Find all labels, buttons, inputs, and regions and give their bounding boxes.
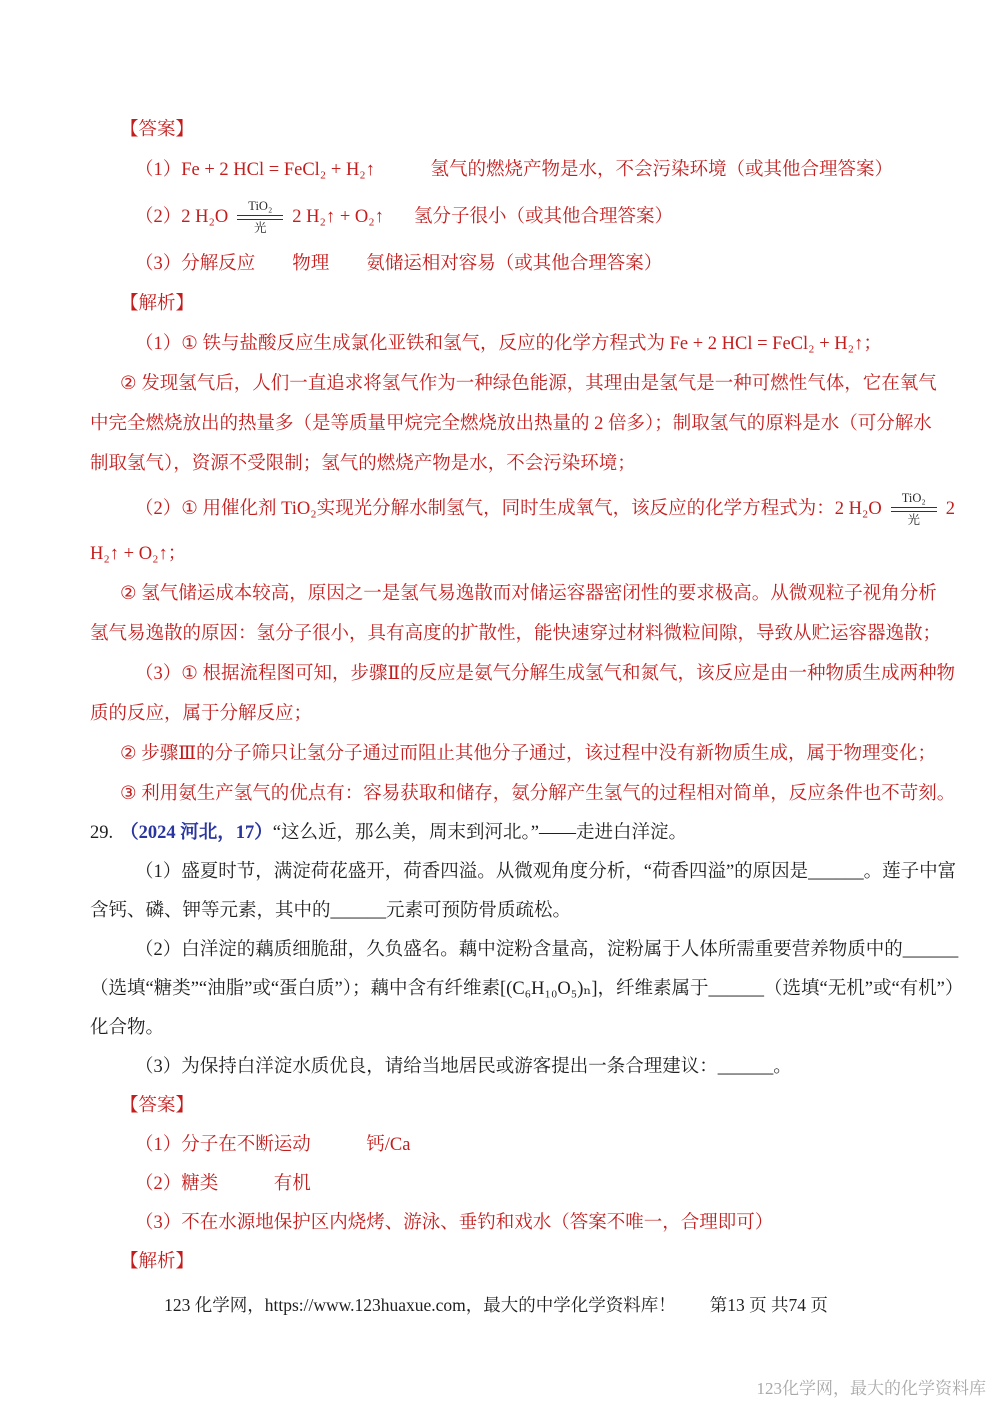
answer-28-item-2-equation-line	[135, 190, 914, 244]
analysis-28-line-3: 中完全燃烧放出的热量多（是等质量甲烷完全燃烧放出热量的 2 倍多）；制取氢气的原料是水（可分解水	[90, 414, 932, 434]
watermark-text: 123化学网，最大的化学资料库	[756, 1379, 986, 1398]
analysis-28-line-7: 氢气易逸散的原因：氢分子很小，具有高度的扩散性，能快速穿过材料微粒间隙，导致从贮运容器逸散；	[90, 624, 942, 644]
footer-page-number: 第13 页 共74 页	[709, 1295, 828, 1315]
analysis-28-line-5: H₂↑ + O₂↑；	[90, 544, 187, 564]
question-29-part2-line1: （2）白洋淀的藕质细脆甜，久负盛名。藕中淀粉含量高，淀粉属于人体所需重要营养物质中的______	[135, 940, 959, 960]
catalyst-label: TiO₂	[248, 199, 273, 214]
equation-right-side: 2	[945, 499, 955, 519]
page-footer	[0, 1292, 992, 1317]
equation-left-side: （2）① 用催化剂 TiO₂实现光分解水制氢气，同时生成氧气，该反应的化学方程式为：2 H₂O	[135, 499, 882, 519]
answer-28-heading: 【答案】	[120, 120, 195, 140]
answer-29-item-3: （3）不在水源地保护区内烧烤、游泳、垂钓和戏水（答案不唯一，合理即可）	[135, 1213, 774, 1233]
equation-right-side: 2 H₂↑ + O₂↑	[292, 207, 384, 227]
analysis-28-line-6: ② 氢气储运成本较高，原因之一是氢气易逸散而对储运容器密闭性的要求极高。从微观粒子视角分析	[120, 584, 937, 604]
answer-29-item-2: （2）糖类 有机	[135, 1174, 311, 1194]
light-condition-label: 光	[907, 512, 920, 527]
answer-28-item-2-note: 氢分子很小（或其他合理答案）	[413, 207, 673, 227]
equation-double-line	[237, 215, 283, 220]
question-29-header	[90, 814, 914, 853]
analysis-28-line-4: 制取氢气），资源不受限制；氢气的燃烧产物是水，不会污染环境；	[90, 454, 636, 474]
question-29-section	[90, 814, 964, 1282]
catalyst-label: TiO₂	[901, 491, 926, 506]
question-29-part2-line2: （选填“糖类”“油脂”或“蛋白质”）；藕中含有纤维素[(C₆H₁₀O₅)ₙ]，纤维素属于______（选填“无机”或“有机”）	[90, 979, 964, 999]
light-condition-label: 光	[254, 220, 267, 235]
analysis-28-line-9: 质的反应，属于分解反应；	[90, 704, 313, 724]
answer-28-item-1: （1）Fe + 2 HCl = FeCl₂ + H₂↑ 氢气的燃烧产物是水，不会污染环境（或其他合理答案）	[135, 160, 894, 180]
reaction-condition-stack	[237, 199, 283, 235]
equation-left-side: （2）2 H₂O	[135, 207, 229, 227]
question-29-part2-line3: 化合物。	[90, 1018, 165, 1038]
question-29-part1-line2: 含钙、磷、钾等元素，其中的______元素可预防骨质疏松。	[90, 901, 572, 921]
analysis-28-line-11: ③ 利用氨生产氢气的优点有：容易获取和储存，氨分解产生氢气的过程相对简单，反应条件也不苛刻。	[120, 784, 956, 804]
question-29-part1-line1: （1）盛夏时节，满淀荷花盛开，荷香四溢。从微观角度分析，“荷香四溢”的原因是______。莲子中富	[135, 862, 957, 882]
equation-double-line	[891, 507, 937, 512]
analysis-28-line-8: （3）① 根据流程图可知，步骤Ⅱ的反应是氨气分解生成氢气和氮气，该反应是由一种物质生成两种物	[135, 664, 956, 684]
analysis-28-line-10: ② 步骤Ⅲ的分子筛只让氢分子通过而阻止其他分子通过，该过程中没有新物质生成，属于物理变化；	[120, 744, 937, 764]
reaction-condition-stack	[891, 491, 937, 527]
answer-29-heading: 【答案】	[120, 1096, 195, 1116]
analysis-28-line-1: （1）① 铁与盐酸反应生成氯化亚铁和氢气，反应的化学方程式为 Fe + 2 HCl = FeCl₂ + H₂↑；	[135, 334, 882, 354]
exam-source-tag: （2024 河北，17）	[120, 823, 273, 843]
answer-28-item-3: （3）分解反应 物理 氨储运相对容易（或其他合理答案）	[135, 254, 663, 274]
analysis-28-heading: 【解析】	[120, 294, 195, 314]
analysis-28-line-2: ② 发现氢气后，人们一直追求将氢气作为一种绿色能源，其理由是氢气是一种可燃性气体，它在氧气	[120, 374, 937, 394]
answer-29-item-1: （1）分子在不断运动 钙/Ca	[135, 1135, 411, 1155]
footer-site-info: 123 化学网，https://www.123huaxue.com，最大的中学化学资料库！	[164, 1295, 676, 1315]
question-number: 29.	[90, 823, 114, 843]
analysis-28-equation-line	[135, 484, 955, 534]
analysis-29-heading: 【解析】	[120, 1252, 195, 1272]
question-intro: “这么近，那么美，周末到河北。”——走进白洋淀。	[272, 823, 687, 843]
question-29-part3: （3）为保持白洋淀水质优良，请给当地居民或游客提出一条合理建议：______。	[135, 1057, 792, 1077]
